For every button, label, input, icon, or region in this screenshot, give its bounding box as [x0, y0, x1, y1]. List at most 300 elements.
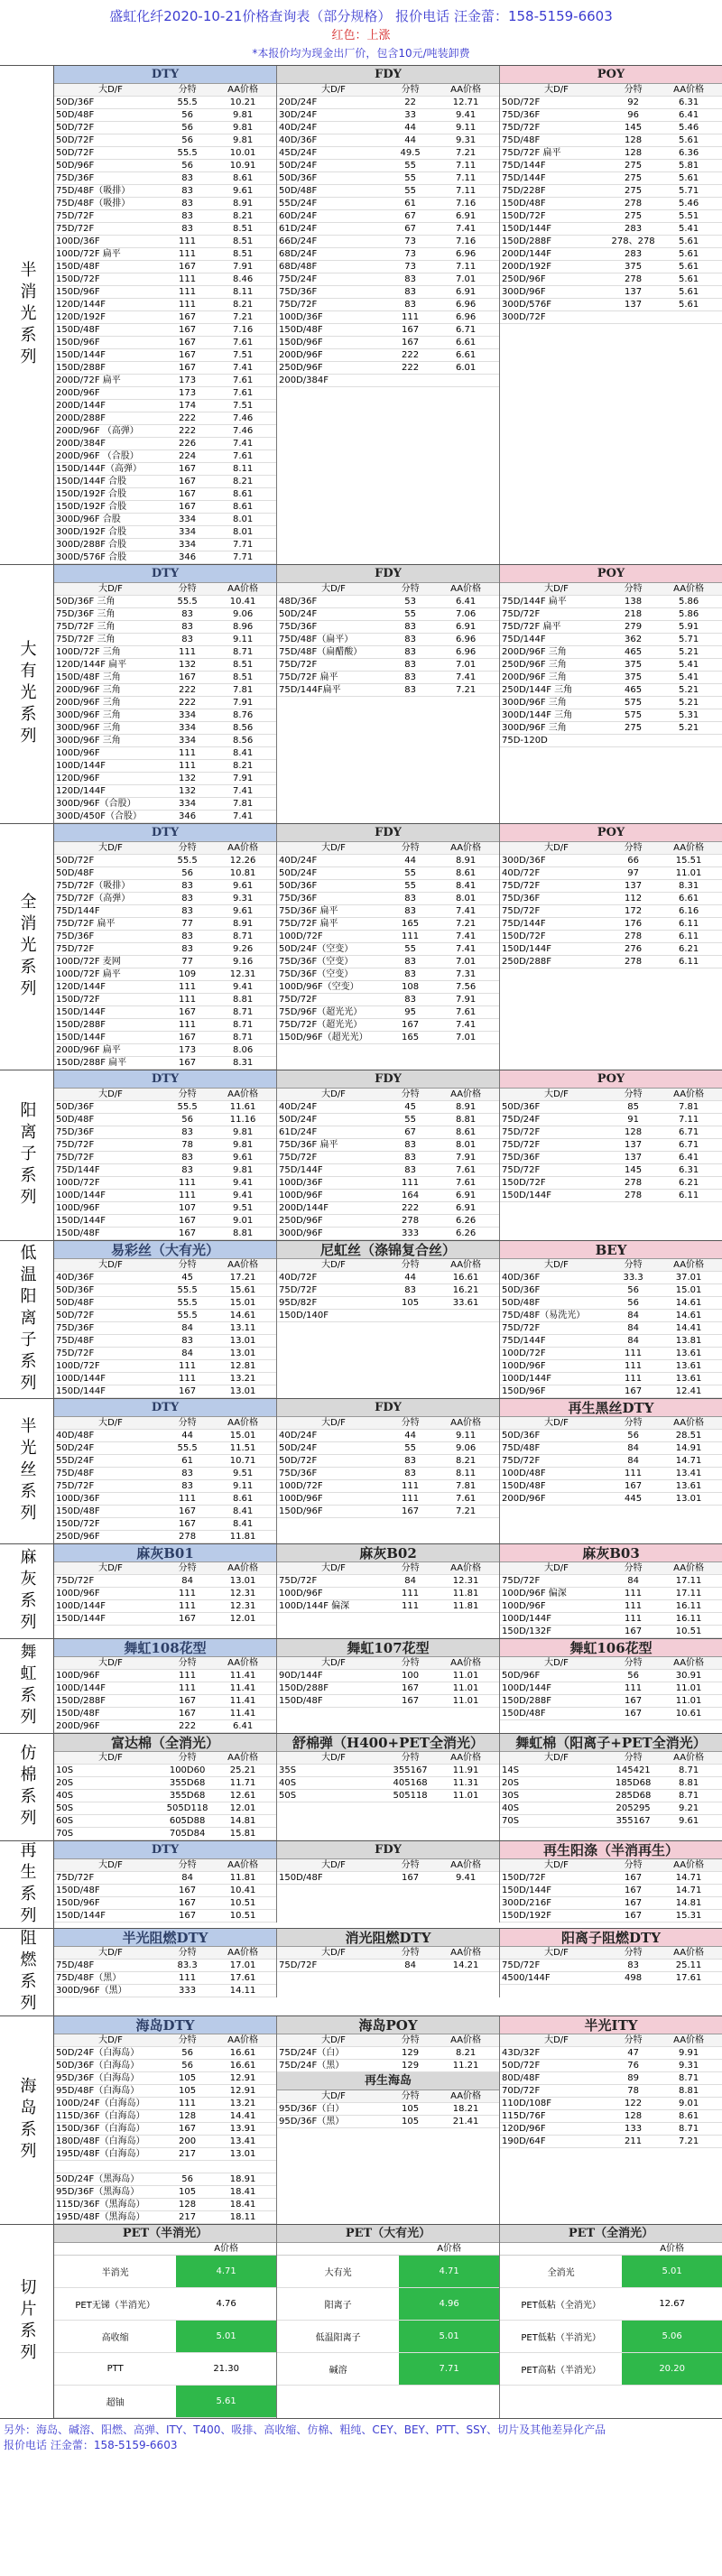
- spec-cell: 195D/48F（白海岛）: [56, 2149, 145, 2159]
- grade-cell: 84: [627, 1336, 639, 1346]
- col-grade-header: 分特: [178, 584, 197, 594]
- price-block: [277, 2016, 500, 2224]
- grade-cell: 44: [404, 1273, 416, 1283]
- price-block: [54, 1544, 277, 1638]
- grade-cell: 605D88: [169, 1816, 206, 1826]
- grade-cell: [611, 735, 655, 746]
- grade-cell: 84: [627, 1323, 639, 1333]
- table-row: [54, 1972, 276, 1985]
- table-row: [500, 855, 722, 867]
- spec-cell: 150D/72F: [502, 1178, 546, 1188]
- spec-cell: 50D/24F: [279, 1443, 318, 1453]
- grade-cell: 83: [181, 1127, 193, 1137]
- grade-cell: 132: [179, 786, 197, 796]
- spec-cell: 250D/96F: [502, 274, 546, 284]
- table-row: [54, 798, 276, 811]
- price-cell: 8.91: [232, 919, 254, 929]
- grade-cell: 222: [179, 685, 197, 695]
- table-row: [500, 931, 722, 943]
- col-price-header: AA价格: [450, 1658, 482, 1668]
- column-header-row: [277, 2090, 499, 2103]
- grade-cell: 84: [627, 1576, 639, 1586]
- grade-cell: 167: [179, 1228, 197, 1238]
- table-row: [277, 311, 499, 324]
- col-grade-header: 分特: [401, 2035, 420, 2045]
- cutting-name: 高收缩: [101, 2333, 129, 2343]
- col-spec-header: 大D/F: [544, 1860, 569, 1870]
- col-grade-header: 分特: [401, 1563, 420, 1573]
- grade-cell: 111: [179, 274, 197, 284]
- section-label: [0, 1639, 54, 1733]
- grade-cell: 167: [402, 1873, 420, 1883]
- table-row: [500, 172, 722, 185]
- price-cell: 6.91: [455, 1191, 477, 1200]
- price-cell: 6.91: [455, 287, 477, 297]
- spec-cell: 75D/72F: [56, 944, 95, 954]
- block-title: 尼虹丝（涤锦复合丝）: [277, 1241, 499, 1259]
- spec-cell: 50D/48F: [279, 186, 318, 196]
- column-header-row: [500, 84, 722, 97]
- table-row: [500, 1682, 722, 1695]
- price-cell: 5.61: [678, 300, 699, 310]
- block-group: [54, 1070, 722, 1240]
- cutting-row: [500, 2321, 722, 2353]
- grade-cell: [388, 1310, 432, 1321]
- spec-cell: 200D/96F 三角: [56, 698, 121, 708]
- price-cell: 7.51: [232, 350, 254, 360]
- table-row: [54, 1373, 276, 1385]
- spec-cell: 48D/36F: [279, 597, 318, 607]
- spec-cell: 50D/24F: [279, 161, 318, 171]
- section-label-text: 阳离子系列: [17, 1101, 37, 1209]
- col-price-header: AA价格: [227, 1860, 259, 1870]
- grade-cell: 55: [404, 173, 416, 183]
- price-block: [277, 1070, 500, 1240]
- grade-cell: 111: [402, 312, 420, 322]
- spec-cell: 200D/96F 三角: [502, 647, 567, 657]
- table-row: [500, 160, 722, 172]
- grade-cell: 167: [179, 1216, 197, 1226]
- spec-cell: 150D/288F: [279, 1683, 329, 1693]
- spec-cell: 150D/144F: [56, 1386, 106, 1396]
- table-row: [500, 735, 722, 747]
- table-row: [277, 1670, 499, 1682]
- table-row: [277, 1177, 499, 1190]
- spec-cell: 150D/192F 合股: [56, 489, 127, 499]
- price-cell: 11.51: [229, 1443, 256, 1453]
- table-row: [500, 1872, 722, 1885]
- table-row: [54, 2161, 276, 2173]
- price-cell: 15.01: [229, 1431, 256, 1441]
- grade-cell: 167: [625, 1886, 643, 1895]
- spec-cell: 75D/24F（白）: [279, 2048, 345, 2058]
- table-row: [500, 1190, 722, 1202]
- spec-cell: 60D/24F: [279, 211, 318, 221]
- price-cell: 7.81: [232, 685, 254, 695]
- spec-cell: 100D/72F 三角: [56, 647, 121, 657]
- col-spec-header: 大D/F: [98, 843, 123, 853]
- block-title: 麻灰B03: [500, 1544, 722, 1562]
- block-group: [54, 1544, 722, 1638]
- spec-cell: 70S: [56, 1829, 74, 1839]
- grade-cell: 111: [179, 1671, 197, 1681]
- price-cell: 8.06: [232, 1045, 254, 1055]
- table-row: [500, 1360, 722, 1373]
- grade-cell: 167: [179, 2124, 197, 2134]
- price-cell: 8.56: [232, 723, 254, 733]
- table-row: [277, 1006, 499, 1019]
- column-header-row: [54, 1417, 276, 1430]
- grade-cell: 111: [625, 1601, 643, 1611]
- section-label: [0, 1544, 54, 1638]
- spec-cell: 300D/96F 三角: [56, 710, 121, 720]
- price-cell: 9.11: [232, 635, 254, 644]
- grade-cell: 167: [625, 1386, 643, 1396]
- price-cell: 17.01: [229, 1960, 256, 1970]
- table-row: [277, 1442, 499, 1455]
- price-cell: 6.01: [455, 363, 477, 373]
- spec-cell: 75D/72F: [56, 1576, 95, 1586]
- spec-cell: 75D/72F: [279, 995, 318, 1005]
- spec-cell: 150D/144F: [502, 1886, 551, 1895]
- table-row: [54, 463, 276, 476]
- grade-cell: 129: [402, 2048, 420, 2058]
- table-row: [500, 299, 722, 311]
- spec-cell: 200D/72F 扁平: [56, 375, 121, 385]
- grade-cell: 167: [179, 1911, 197, 1921]
- table-row: [277, 1777, 499, 1790]
- table-row: [54, 1670, 276, 1682]
- spec-cell: 150D/288F 扁平: [56, 1058, 127, 1068]
- price-cell: 10.51: [675, 1626, 702, 1636]
- table-row: [277, 1152, 499, 1164]
- column-header-row: [277, 1089, 499, 1101]
- table-row: [54, 1455, 276, 1468]
- price-cell: 14.21: [452, 1960, 479, 1970]
- block-title: 再生海岛: [277, 2072, 499, 2090]
- price-block: [500, 565, 722, 823]
- price-cell: 9.16: [232, 957, 254, 967]
- spec-cell: 75D/24F: [279, 274, 318, 284]
- column-header-row: [277, 1259, 499, 1272]
- spec-cell: 50D/36F: [56, 1102, 95, 1112]
- spec-cell: 200D/96F: [502, 1494, 546, 1504]
- spec-cell: 50D/36F 三角: [56, 597, 116, 607]
- cutting-row: [500, 2288, 722, 2321]
- table-row: [54, 1960, 276, 1972]
- table-row: [500, 1600, 722, 1613]
- col-spec-header: 大D/F: [321, 2091, 346, 2101]
- price-cell: 7.41: [455, 1020, 477, 1030]
- price-cell: 17.11: [675, 1589, 702, 1598]
- grade-cell: 200: [179, 2136, 197, 2146]
- table-row: [277, 1228, 499, 1240]
- spec-cell: 50D/72F: [502, 97, 541, 107]
- table-row: [54, 223, 276, 236]
- price-cell: 6.71: [455, 325, 477, 335]
- grade-cell: 55: [404, 161, 416, 171]
- price-cell: 9.61: [678, 1816, 699, 1826]
- price-cell: 7.91: [232, 774, 254, 783]
- spec-cell: 100D/144F: [502, 1614, 551, 1624]
- price-cell: 6.21: [678, 944, 699, 954]
- spec-cell: 300D/96F（黑）: [56, 1986, 127, 1996]
- grade-cell: 445: [625, 1494, 643, 1504]
- col-price-header: AA价格: [450, 1418, 482, 1428]
- table-row: [277, 1019, 499, 1032]
- spec-cell: 100D/96F: [56, 748, 100, 758]
- col-price-header: AA价格: [450, 1948, 482, 1958]
- spec-cell: 50D/36F: [279, 881, 318, 891]
- price-cell: 8.76: [232, 710, 254, 720]
- spec-cell: 120D/144F: [56, 982, 106, 992]
- price-cell: 5.86: [678, 609, 699, 619]
- table-row: [54, 185, 276, 198]
- grade-cell: 56: [181, 135, 193, 145]
- table-row: [54, 2060, 276, 2072]
- spec-cell: 300D/144F 三角: [502, 710, 573, 720]
- price-cell: 7.11: [455, 161, 477, 171]
- price-cell: 5.81: [678, 161, 699, 171]
- table-row: [54, 1613, 276, 1626]
- cutting-price: 4.76: [216, 2299, 236, 2309]
- price-cell: 7.61: [232, 388, 254, 398]
- spec-cell: 75D/72F（高弹）: [56, 894, 131, 903]
- grade-cell: 278: [179, 1532, 197, 1542]
- column-header-row: [500, 2034, 722, 2047]
- price-block: [277, 1544, 500, 1638]
- grade-cell: 176: [625, 919, 643, 929]
- grade-cell: 56: [181, 2061, 193, 2071]
- price-cell: 9.11: [455, 1431, 477, 1441]
- spec-cell: 100D/36F: [279, 1178, 323, 1188]
- table-row: [277, 2116, 499, 2128]
- grade-cell: 83: [404, 274, 416, 284]
- price-cell: 5.41: [678, 224, 699, 234]
- grade-cell: 55.5: [177, 1298, 198, 1308]
- spec-cell: 200D/96F （高弹）: [56, 426, 139, 436]
- spec-cell: 150D/96F: [56, 1898, 100, 1908]
- spec-cell: 150D/48F: [56, 262, 100, 272]
- spec-cell: 30D/24F: [279, 110, 318, 120]
- grade-cell: 167: [402, 1020, 420, 1030]
- price-block: [54, 824, 277, 1070]
- price-block: [277, 1734, 500, 1840]
- spec-cell: 75D/72F: [502, 1140, 541, 1150]
- spec-cell: 40D/24F: [279, 123, 318, 133]
- spec-cell: 150D/288F: [56, 363, 106, 373]
- col-name-header: [54, 2243, 176, 2255]
- spec-cell: 150D/48F: [56, 325, 100, 335]
- grade-cell: 346: [179, 552, 197, 562]
- grade-cell: 85: [627, 1102, 639, 1112]
- price-cell: 9.61: [232, 906, 254, 916]
- price-cell: 6.11: [678, 957, 699, 967]
- spec-cell: 75D/24F（黑）: [279, 2061, 345, 2071]
- price-cell: 11.81: [452, 1589, 479, 1598]
- price-cell: 13.11: [229, 1323, 256, 1333]
- price-cell: 8.81: [678, 2086, 699, 2096]
- cutting-block: [277, 2225, 500, 2418]
- cutting-name: PET高粘（半消光）: [521, 2366, 601, 2376]
- column-header-row: [54, 1657, 276, 1670]
- grade-cell: 56: [627, 1431, 639, 1441]
- spec-cell: 75D/36F: [56, 173, 95, 183]
- col-price-header: AA价格: [227, 843, 259, 853]
- grade-cell: 83.3: [177, 1960, 198, 1970]
- spec-cell: 50D/72F: [279, 1456, 318, 1466]
- table-row: [54, 1493, 276, 1506]
- section-label: [0, 824, 54, 1070]
- price-cell: 9.41: [455, 110, 477, 120]
- table-row: [54, 672, 276, 684]
- spec-cell: 75D/72F: [56, 211, 95, 221]
- price-cell: 8.01: [455, 1140, 477, 1150]
- price-cell: 8.01: [232, 527, 254, 537]
- spec-cell: 75D/72F: [502, 881, 541, 891]
- table-row: [277, 1600, 499, 1613]
- spec-cell: 150D/144F: [502, 224, 551, 234]
- table-row: [500, 684, 722, 697]
- col-grade-header: 分特: [178, 1860, 197, 1870]
- grade-cell: 111: [179, 1191, 197, 1200]
- table-row: [277, 956, 499, 968]
- table-row: [54, 1101, 276, 1114]
- price-block: [500, 66, 722, 564]
- grade-cell: 83: [181, 944, 193, 954]
- table-row: [54, 375, 276, 387]
- price-cell: 11.91: [452, 1765, 479, 1775]
- grade-cell: 83: [181, 199, 193, 208]
- grade-cell: 111: [179, 748, 197, 758]
- table-row: [54, 551, 276, 564]
- price-cell: 6.31: [678, 97, 699, 107]
- grade-cell: 173: [179, 388, 197, 398]
- grade-cell: 55: [404, 881, 416, 891]
- table-row: [277, 931, 499, 943]
- spec-cell: 75D/144F: [279, 1165, 323, 1175]
- spec-cell: 75D/72F: [502, 1323, 541, 1333]
- price-cell: 5.21: [678, 685, 699, 695]
- grade-cell: 56: [181, 1115, 193, 1125]
- price-cell: 6.41: [455, 597, 477, 607]
- price-cell: 5.21: [678, 723, 699, 733]
- table-row: [54, 539, 276, 551]
- spec-cell: 40D/36F: [502, 1273, 541, 1283]
- table-row: [277, 1493, 499, 1506]
- table-row: [54, 905, 276, 918]
- table-row: [54, 634, 276, 646]
- price-cell: 12.01: [229, 1803, 256, 1813]
- table-row: [277, 172, 499, 185]
- price-cell: 14.71: [675, 1456, 702, 1466]
- block-title: POY: [500, 824, 722, 842]
- price-cell: 11.01: [675, 1683, 702, 1693]
- spec-cell: 40S: [56, 1791, 74, 1801]
- grade-cell: 226: [179, 439, 197, 449]
- grade-cell: 575: [625, 698, 643, 708]
- spec-cell: 75D/72F: [279, 1576, 318, 1586]
- grade-cell: 56: [181, 868, 193, 878]
- col-grade-header: 分特: [624, 1860, 643, 1870]
- spec-cell: 50D/72F: [502, 2061, 541, 2071]
- spec-cell: 75D/36F（空变）: [279, 969, 354, 979]
- col-a-price-header: A价格: [660, 2244, 685, 2254]
- price-cell: 10.01: [229, 148, 256, 158]
- spec-cell: 150D/48F: [56, 1886, 100, 1895]
- column-header-row: [277, 2243, 499, 2256]
- table-row: [277, 684, 499, 697]
- grade-cell: 375: [625, 672, 643, 682]
- grade-cell: 61: [404, 199, 416, 208]
- spec-cell: 75D/48F: [56, 1469, 95, 1478]
- spec-cell: 150D/48F 三角: [56, 672, 121, 682]
- table-row: [54, 400, 276, 412]
- spec-cell: 40D/72F: [279, 1273, 318, 1283]
- spec-cell: 43D/32F: [502, 2048, 541, 2058]
- spec-cell: 300D/96F 三角: [56, 736, 121, 746]
- table-row: [500, 1310, 722, 1322]
- grade-cell: 83: [181, 186, 193, 196]
- spec-cell: 150D/48F: [279, 325, 323, 335]
- spec-cell: 300D/96F: [279, 1228, 323, 1238]
- grade-cell: 73: [404, 262, 416, 272]
- section-label-text: 全消光系列: [17, 893, 37, 1001]
- cutting-price: 4.71: [399, 2256, 499, 2287]
- spec-cell: 115D/36F（白海岛）: [56, 2111, 145, 2121]
- spec-cell: 50D/48F: [502, 1298, 541, 1308]
- price-cell: 9.81: [232, 1127, 254, 1137]
- price-cell: 6.91: [455, 1203, 477, 1213]
- spec-cell: 75D/144F: [502, 635, 546, 644]
- table-row: [54, 286, 276, 299]
- table-row: [54, 1872, 276, 1885]
- table-row: [500, 1626, 722, 1638]
- price-cell: 8.71: [232, 647, 254, 657]
- grade-cell: 83: [181, 931, 193, 941]
- spec-cell: 300D/96F（合股）: [56, 799, 136, 809]
- cutting-block: [500, 2225, 722, 2418]
- price-cell: 11.41: [229, 1709, 256, 1719]
- table-row: [277, 160, 499, 172]
- price-cell: 6.41: [232, 1721, 254, 1731]
- col-price-header: AA价格: [227, 584, 259, 594]
- price-cell: 8.11: [455, 1469, 477, 1478]
- price-cell: 15.51: [675, 856, 702, 866]
- table-row: [500, 880, 722, 893]
- spec-cell: 150D/48F: [56, 1709, 100, 1719]
- spec-cell: 50D/48F: [56, 1115, 95, 1125]
- spec-cell: 75D/48F（吸排）: [56, 186, 131, 196]
- price-cell: 6.41: [678, 1153, 699, 1163]
- table-row: [500, 311, 722, 324]
- price-cell: 13.01: [675, 1494, 702, 1504]
- price-cell: 8.61: [678, 2111, 699, 2121]
- spec-cell: 150D/288F: [56, 1696, 106, 1706]
- price-cell: 10.81: [229, 868, 256, 878]
- price-cell: 5.46: [678, 199, 699, 208]
- spec-cell: 200D/96F 三角: [502, 672, 567, 682]
- col-price-header: AA价格: [673, 1089, 705, 1099]
- price-cell: 11.01: [452, 1696, 479, 1706]
- price-cell: 14.71: [675, 1873, 702, 1883]
- grade-cell: 55.5: [177, 597, 198, 607]
- grade-cell: 55.5: [177, 1443, 198, 1453]
- col-price-header: AA价格: [227, 1089, 259, 1099]
- spec-cell: 75D/48F（黑）: [56, 1973, 122, 1983]
- spec-cell: 250D/144F 三角: [502, 685, 573, 695]
- price-cell: 6.11: [678, 1191, 699, 1200]
